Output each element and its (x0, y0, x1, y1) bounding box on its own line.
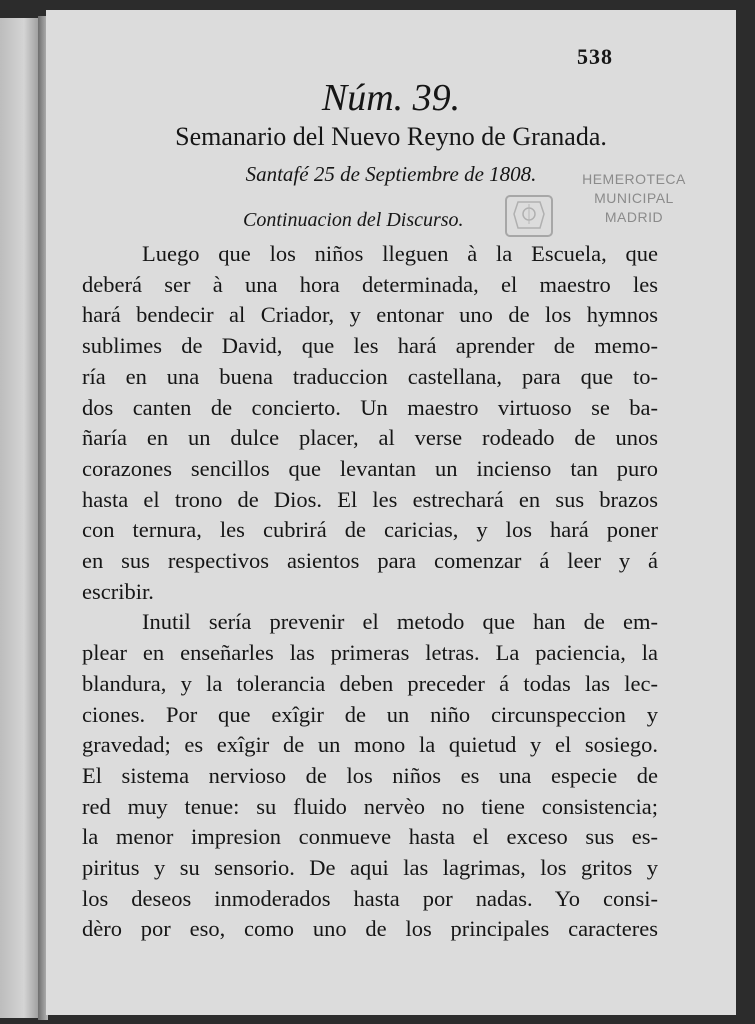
left-page-edge (0, 18, 40, 1018)
text-line: ñaría en un dulce placer, al verse rodeado de unos (82, 425, 658, 451)
library-stamp-text (568, 170, 700, 227)
publication-title: Semanario del Nuevo Reyno de Granada. (175, 122, 607, 151)
text-line: dèro por eso, como uno de los principales caracteres (82, 916, 658, 942)
text-line: escribir. (82, 578, 154, 604)
text-line: plear en enseñarles las primeras letras. La paciencia, la (82, 640, 658, 666)
text-line: hasta el trono de Dios. El les estrechará en sus brazos (82, 486, 658, 512)
text-line: en sus respectivos asientos para comenzar á leer y á (82, 548, 658, 574)
issue-number: Núm. 39. (321, 77, 461, 119)
stamp-line: HEMEROTECA (582, 171, 686, 187)
text-line: ría en una buena traduccion castellana, para que to- (82, 363, 658, 389)
text-line: Luego que los niños lleguen à la Escuela, que (142, 241, 658, 266)
text-line: El sistema nervioso de los niños es una especie de (82, 762, 658, 788)
text-line: con ternura, les cubrirá de caricias, y los hará poner (82, 517, 658, 543)
text-line: Inutil sería prevenir el metodo que han de em- (142, 609, 658, 635)
text-line: red muy tenue: su fluido nervèo no tiene consistencia; (82, 793, 658, 819)
text-line: dos canten de concierto. Un maestro virtuoso se ba- (82, 394, 658, 420)
text-line: gravedad; es exîgir de un mono la quietud y el sosiego. (82, 732, 658, 758)
text-line: piritus y su sensorio. De aqui las lagrimas, los gritos y (82, 855, 658, 881)
text-line: la menor impresion conmueve hasta el exceso sus es- (82, 824, 658, 850)
document-page (46, 10, 736, 1015)
dateline: Santafé 25 de Septiembre de 1808. (245, 162, 537, 186)
library-stamp-icon (498, 190, 578, 244)
text-line: blandura, y la tolerancia deben preceder á todas las lec- (82, 670, 658, 696)
text-line: corazones sencillos que levantan un incienso tan puro (82, 455, 658, 481)
text-line: sublimes de David, que les hará aprender de memo- (82, 333, 658, 359)
text-line: deberá ser à una hora determinada, el maestro les (82, 271, 658, 297)
text-line: hará bendecir al Criador, y entonar uno de los hymnos (82, 302, 658, 328)
section-heading: Continuacion del Discurso. (243, 209, 464, 231)
text-line: ciones. Por que exîgir de un niño circunspeccion y (82, 701, 658, 727)
stamp-line: MADRID (604, 209, 664, 225)
stamp-line: MUNICIPAL (594, 190, 674, 206)
text-line: los deseos inmoderados hasta por nadas. Yo consi- (82, 885, 658, 911)
body-text (82, 239, 658, 945)
page-number: 538 (577, 44, 613, 69)
